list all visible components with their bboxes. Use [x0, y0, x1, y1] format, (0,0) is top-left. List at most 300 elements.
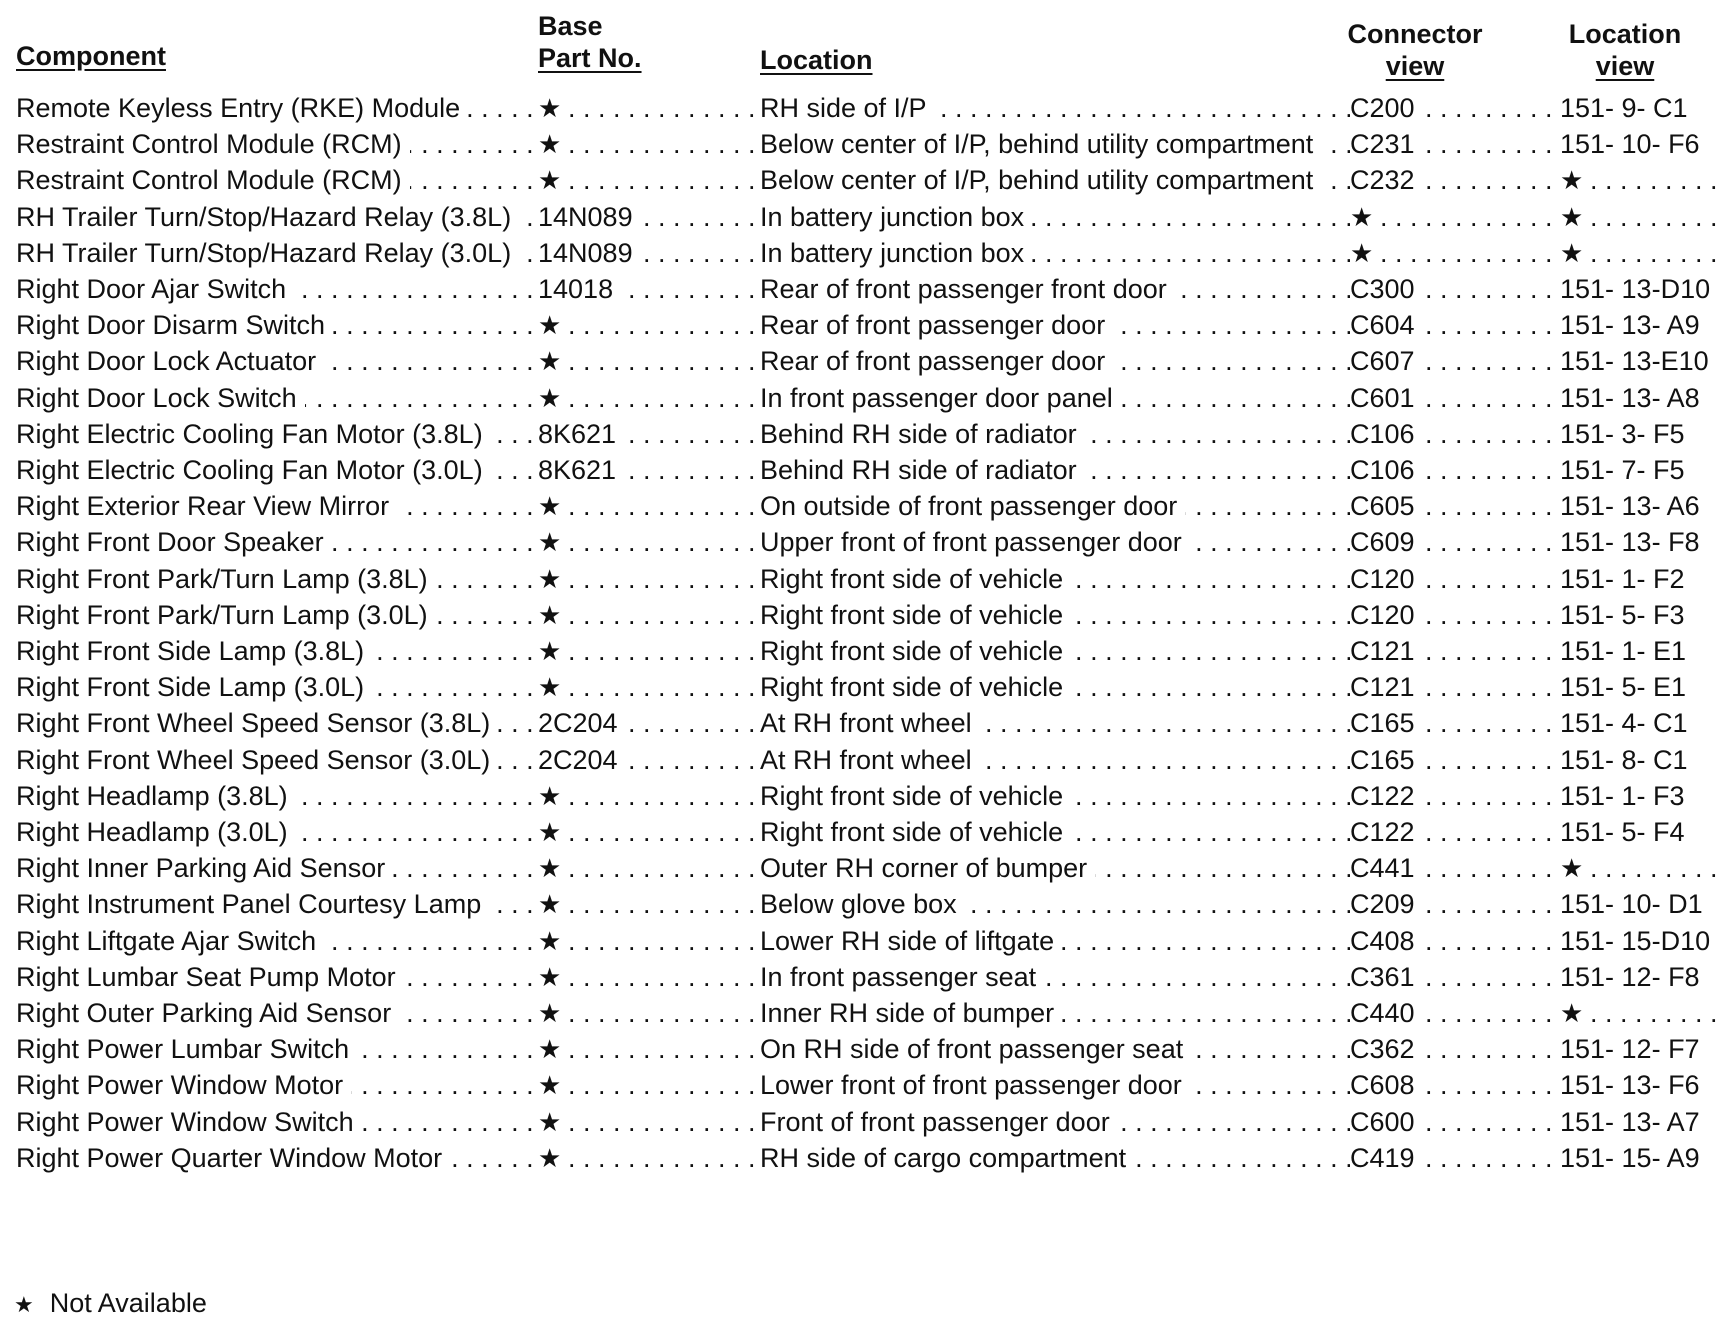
star-icon: ★ — [1560, 165, 1591, 195]
base-part-number-cell — [538, 848, 760, 888]
base-part-number-cell — [538, 269, 760, 309]
location-text-cell — [760, 957, 1350, 997]
base-part-number-cell — [538, 1029, 760, 1069]
location-text-cell — [760, 1065, 1350, 1105]
component-name: Right Door Ajar Switch — [16, 274, 294, 304]
location-text: Right front side of vehicle — [760, 636, 1071, 666]
table-row — [0, 1029, 1726, 1069]
star-icon: ★ — [538, 93, 569, 123]
connector-view-cell — [1350, 631, 1560, 671]
location-text-cell — [760, 595, 1350, 635]
component-name: Right Instrument Panel Courtesy Lamp — [16, 889, 489, 919]
connector-view: C106 — [1350, 419, 1423, 449]
base-part-number-cell — [538, 595, 760, 635]
component-name: Restraint Control Module (RCM) — [16, 129, 410, 159]
location-text-cell — [760, 160, 1350, 200]
component-name: Right Liftgate Ajar Switch — [16, 926, 324, 956]
location-text-cell — [760, 522, 1350, 562]
connector-view-cell — [1350, 269, 1560, 309]
table-row — [0, 1102, 1726, 1142]
location-view-cell — [1560, 776, 1720, 816]
location-view-cell — [1560, 522, 1720, 562]
table-row — [0, 88, 1726, 128]
component-name-cell — [16, 341, 536, 381]
base-part-number: 14018 — [538, 274, 621, 304]
location-view: 151- 13- A9 — [1560, 310, 1708, 340]
table-row — [0, 812, 1726, 852]
base-part-number-cell — [538, 776, 760, 816]
table-row — [0, 595, 1726, 635]
connector-view: C122 — [1350, 781, 1423, 811]
component-name-cell — [16, 269, 536, 309]
location-text-cell — [760, 486, 1350, 526]
table-row — [0, 341, 1726, 381]
table-row — [0, 667, 1726, 707]
base-part-number: 8K621 — [538, 455, 624, 485]
table-row — [0, 378, 1726, 418]
location-view-cell — [1560, 1138, 1720, 1178]
base-part-number-cell — [538, 1138, 760, 1178]
location-text-cell — [760, 1029, 1350, 1069]
base-part-number-cell — [538, 921, 760, 961]
location-text: On outside of front passenger door — [760, 491, 1185, 521]
location-text: In front passenger seat — [760, 962, 1044, 992]
location-text-cell — [760, 559, 1350, 599]
star-icon: ★ — [538, 636, 569, 666]
star-icon: ★ — [1560, 998, 1591, 1028]
base-part-number: 2C204 — [538, 708, 626, 738]
star-icon: ★ — [538, 129, 569, 159]
component-name-cell — [16, 776, 536, 816]
connector-view: C607 — [1350, 346, 1423, 376]
location-view-cell — [1560, 414, 1720, 454]
header-location-view-line1: Location — [1568, 19, 1682, 49]
location-text: Right front side of vehicle — [760, 781, 1071, 811]
component-name-cell — [16, 884, 536, 924]
table-row — [0, 1138, 1726, 1178]
component-name: Right Inner Parking Aid Sensor — [16, 853, 393, 883]
connector-view-cell — [1350, 1138, 1560, 1178]
location-view: 151- 5- E1 — [1560, 672, 1694, 702]
connector-view: C440 — [1350, 998, 1423, 1028]
connector-view: C419 — [1350, 1143, 1423, 1173]
table-row — [0, 124, 1726, 164]
location-view: 151- 12- F7 — [1560, 1034, 1708, 1064]
star-icon: ★ — [1560, 853, 1591, 883]
location-text: Lower front of front passenger door — [760, 1070, 1190, 1100]
location-text: In front passenger door panel — [760, 383, 1121, 413]
component-name: Right Power Lumbar Switch — [16, 1034, 357, 1064]
header-location-view-line2: view — [1595, 51, 1655, 81]
location-view-cell — [1560, 667, 1720, 707]
table-row — [0, 486, 1726, 526]
location-view-cell — [1560, 1029, 1720, 1069]
connector-view: C200 — [1350, 93, 1423, 123]
connector-view: C601 — [1350, 383, 1423, 413]
connector-view-cell — [1350, 414, 1560, 454]
location-text: Rear of front passenger front door — [760, 274, 1175, 304]
location-view: 151- 13- F8 — [1560, 527, 1708, 557]
header-connector-line1: Connector — [1347, 19, 1483, 49]
component-name-cell — [16, 450, 536, 490]
component-name: Right Door Lock Switch — [16, 383, 305, 413]
base-part-number-cell — [538, 124, 760, 164]
connector-view: C122 — [1350, 817, 1423, 847]
connector-view: C300 — [1350, 274, 1423, 304]
location-view: 151- 13-D10 — [1560, 274, 1718, 304]
location-text: Rear of front passenger door — [760, 310, 1113, 340]
connector-view-cell — [1350, 884, 1560, 924]
location-view-cell — [1560, 1102, 1720, 1142]
base-part-number-cell — [538, 450, 760, 490]
location-text: Inner RH side of bumper — [760, 998, 1062, 1028]
table-row — [0, 414, 1726, 454]
component-name-cell — [16, 378, 536, 418]
header-base-part — [538, 10, 642, 74]
table-row — [0, 269, 1726, 309]
location-view: 151- 5- F3 — [1560, 600, 1693, 630]
star-icon: ★ — [538, 383, 569, 413]
component-name-cell — [16, 197, 536, 237]
header-connector-view — [1330, 18, 1500, 82]
location-text: Right front side of vehicle — [760, 817, 1071, 847]
base-part-number: 14N089 — [538, 202, 641, 232]
star-icon: ★ — [1560, 238, 1591, 268]
location-text: At RH front wheel — [760, 708, 980, 738]
location-text-cell — [760, 848, 1350, 888]
table-row — [0, 233, 1726, 273]
location-text-cell — [760, 812, 1350, 852]
connector-view: C165 — [1350, 708, 1423, 738]
component-name: Right Front Wheel Speed Sensor (3.0L) — [16, 745, 498, 775]
component-name-cell — [16, 1029, 536, 1069]
location-text: Right front side of vehicle — [760, 672, 1071, 702]
component-name-cell — [16, 957, 536, 997]
component-name: Restraint Control Module (RCM) — [16, 165, 410, 195]
location-view: 151- 9- C1 — [1560, 93, 1696, 123]
location-view-cell — [1560, 124, 1720, 164]
star-icon: ★ — [538, 781, 569, 811]
location-view-cell — [1560, 233, 1720, 273]
base-part-number-cell — [538, 1102, 760, 1142]
base-part-number-cell — [538, 378, 760, 418]
component-name: Right Front Door Speaker — [16, 527, 332, 557]
connector-view-cell — [1350, 848, 1560, 888]
location-text-cell — [760, 667, 1350, 707]
header-location — [760, 44, 873, 76]
component-name: Right Lumbar Seat Pump Motor — [16, 962, 404, 992]
table-row — [0, 703, 1726, 743]
base-part-number: 14N089 — [538, 238, 641, 268]
legend-footnote — [14, 1286, 207, 1322]
table-row — [0, 993, 1726, 1033]
location-view-cell — [1560, 957, 1720, 997]
component-name-cell — [16, 595, 536, 635]
component-name-cell — [16, 993, 536, 1033]
star-icon: ★ — [14, 1292, 34, 1317]
table-row — [0, 884, 1726, 924]
location-text: Behind RH side of radiator — [760, 419, 1085, 449]
star-icon: ★ — [538, 310, 569, 340]
component-name: Right Power Quarter Window Motor — [16, 1143, 450, 1173]
location-text-cell — [760, 414, 1350, 454]
location-text-cell — [760, 197, 1350, 237]
header-location-view — [1540, 18, 1710, 82]
connector-view-cell — [1350, 341, 1560, 381]
connector-view: C609 — [1350, 527, 1423, 557]
base-part-number-cell — [538, 160, 760, 200]
connector-view: C165 — [1350, 745, 1423, 775]
component-name-cell — [16, 812, 536, 852]
connector-view-cell — [1350, 450, 1560, 490]
location-text-cell — [760, 921, 1350, 961]
location-view-cell — [1560, 595, 1720, 635]
star-icon: ★ — [538, 491, 569, 521]
base-part-number-cell — [538, 884, 760, 924]
base-part-number-cell — [538, 667, 760, 707]
location-text-cell — [760, 884, 1350, 924]
location-text: Front of front passenger door — [760, 1107, 1118, 1137]
component-name-cell — [16, 1065, 536, 1105]
location-view-cell — [1560, 559, 1720, 599]
component-name-cell — [16, 921, 536, 961]
connector-view: C600 — [1350, 1107, 1423, 1137]
base-part-number-cell — [538, 233, 760, 273]
connector-view: C106 — [1350, 455, 1423, 485]
component-name-cell — [16, 522, 536, 562]
base-part-number: 8K621 — [538, 419, 624, 449]
connector-view: C441 — [1350, 853, 1423, 883]
star-icon: ★ — [538, 564, 569, 594]
location-view: 151- 10- F6 — [1560, 129, 1708, 159]
star-icon: ★ — [538, 817, 569, 847]
header-component — [16, 40, 166, 72]
base-part-number-cell — [538, 740, 760, 780]
component-name: Right Power Window Motor — [16, 1070, 351, 1100]
location-text-cell — [760, 450, 1350, 490]
location-view: 151- 5- F4 — [1560, 817, 1693, 847]
location-text-cell — [760, 378, 1350, 418]
star-icon: ★ — [538, 600, 569, 630]
component-name: Right Front Side Lamp (3.0L) — [16, 672, 372, 702]
header-component-label: Component — [16, 41, 166, 71]
component-name-cell — [16, 740, 536, 780]
component-name: Right Headlamp (3.8L) — [16, 781, 296, 811]
location-text: Lower RH side of liftgate — [760, 926, 1062, 956]
location-text-cell — [760, 631, 1350, 671]
connector-view: C121 — [1350, 672, 1423, 702]
location-text-cell — [760, 993, 1350, 1033]
location-view: 151- 1- E1 — [1560, 636, 1694, 666]
base-part-number-cell — [538, 993, 760, 1033]
location-text-cell — [760, 740, 1350, 780]
location-text-cell — [760, 341, 1350, 381]
connector-view-cell — [1350, 921, 1560, 961]
location-text: At RH front wheel — [760, 745, 980, 775]
table-row — [0, 957, 1726, 997]
component-name: Right Exterior Rear View Mirror — [16, 491, 397, 521]
table-row — [0, 740, 1726, 780]
location-text: Right front side of vehicle — [760, 600, 1071, 630]
location-text: RH side of cargo compartment — [760, 1143, 1134, 1173]
location-view: 151- 13-E10 — [1560, 346, 1717, 376]
table-row — [0, 921, 1726, 961]
location-view-cell — [1560, 812, 1720, 852]
connector-view-cell — [1350, 776, 1560, 816]
component-name: RH Trailer Turn/Stop/Hazard Relay (3.8L) — [16, 202, 519, 232]
table-row — [0, 522, 1726, 562]
location-text: Right front side of vehicle — [760, 564, 1071, 594]
location-text: Behind RH side of radiator — [760, 455, 1085, 485]
location-text-cell — [760, 124, 1350, 164]
star-icon: ★ — [1350, 202, 1381, 232]
location-text-cell — [760, 88, 1350, 128]
star-icon: ★ — [538, 346, 569, 376]
component-name-cell — [16, 88, 536, 128]
connector-view-cell — [1350, 1065, 1560, 1105]
location-view: 151- 15-D10 — [1560, 926, 1718, 956]
base-part-number: 2C204 — [538, 745, 626, 775]
location-view-cell — [1560, 160, 1720, 200]
header-base-part-line2: Part No. — [538, 43, 642, 73]
component-name: Right Door Disarm Switch — [16, 310, 333, 340]
table-row — [0, 450, 1726, 490]
connector-view: C231 — [1350, 129, 1423, 159]
component-name-cell — [16, 703, 536, 743]
star-icon: ★ — [538, 1107, 569, 1137]
component-name-cell — [16, 486, 536, 526]
connector-view-cell — [1350, 993, 1560, 1033]
location-view: 151- 7- F5 — [1560, 455, 1693, 485]
table-row — [0, 305, 1726, 345]
location-view: 151- 15- A9 — [1560, 1143, 1708, 1173]
location-text: Below center of I/P, behind utility compartment — [760, 129, 1321, 159]
connector-view-cell — [1350, 233, 1560, 273]
location-view-cell — [1560, 378, 1720, 418]
location-view-cell — [1560, 197, 1720, 237]
location-text: Outer RH corner of bumper — [760, 853, 1095, 883]
location-view: 151- 13- A6 — [1560, 491, 1708, 521]
connector-view: C604 — [1350, 310, 1423, 340]
connector-view-cell — [1350, 486, 1560, 526]
location-view-cell — [1560, 450, 1720, 490]
location-view-cell — [1560, 88, 1720, 128]
location-text: In battery junction box — [760, 238, 1032, 268]
connector-view-cell — [1350, 1102, 1560, 1142]
connector-view-cell — [1350, 305, 1560, 345]
connector-view: C121 — [1350, 636, 1423, 666]
connector-view: C605 — [1350, 491, 1423, 521]
header-location-label: Location — [760, 45, 873, 75]
base-part-number-cell — [538, 703, 760, 743]
connector-view-cell — [1350, 740, 1560, 780]
connector-view: C608 — [1350, 1070, 1423, 1100]
base-part-number-cell — [538, 631, 760, 671]
location-view: 151- 1- F3 — [1560, 781, 1693, 811]
star-icon: ★ — [538, 1034, 569, 1064]
table-row — [0, 160, 1726, 200]
legend-text: Not Available — [49, 1288, 207, 1318]
connector-view: C120 — [1350, 564, 1423, 594]
location-view-cell — [1560, 848, 1720, 888]
component-name-cell — [16, 559, 536, 599]
star-icon: ★ — [538, 165, 569, 195]
base-part-number-cell — [538, 414, 760, 454]
location-text-cell — [760, 776, 1350, 816]
connector-view-cell — [1350, 595, 1560, 635]
location-text-cell — [760, 703, 1350, 743]
star-icon: ★ — [538, 1070, 569, 1100]
component-name: Right Electric Cooling Fan Motor (3.0L) — [16, 455, 491, 485]
location-view-cell — [1560, 305, 1720, 345]
base-part-number-cell — [538, 305, 760, 345]
location-view-cell — [1560, 631, 1720, 671]
component-name: Right Door Lock Actuator — [16, 346, 324, 376]
component-name: Remote Keyless Entry (RKE) Module — [16, 93, 468, 123]
table-row — [0, 776, 1726, 816]
table-row — [0, 631, 1726, 671]
location-view: 151- 13- A8 — [1560, 383, 1708, 413]
location-view-cell — [1560, 740, 1720, 780]
location-view: 151- 13- A7 — [1560, 1107, 1708, 1137]
location-text-cell — [760, 233, 1350, 273]
connector-view-cell — [1350, 1029, 1560, 1069]
component-name-cell — [16, 233, 536, 273]
connector-view-cell — [1350, 160, 1560, 200]
base-part-number-cell — [538, 812, 760, 852]
location-view-cell — [1560, 921, 1720, 961]
connector-view-cell — [1350, 522, 1560, 562]
connector-view-cell — [1350, 667, 1560, 707]
base-part-number-cell — [538, 486, 760, 526]
connector-view-cell — [1350, 124, 1560, 164]
base-part-number-cell — [538, 88, 760, 128]
component-name-cell — [16, 1102, 536, 1142]
component-name: Right Outer Parking Aid Sensor — [16, 998, 399, 1028]
location-view: 151- 10- D1 — [1560, 889, 1711, 919]
star-icon: ★ — [1350, 238, 1381, 268]
location-text-cell — [760, 1138, 1350, 1178]
star-icon: ★ — [538, 889, 569, 919]
location-view-cell — [1560, 486, 1720, 526]
location-view-cell — [1560, 341, 1720, 381]
star-icon: ★ — [538, 527, 569, 557]
location-view: 151- 12- F8 — [1560, 962, 1708, 992]
base-part-number-cell — [538, 341, 760, 381]
component-name-cell — [16, 631, 536, 671]
table-row — [0, 848, 1726, 888]
component-name-cell — [16, 124, 536, 164]
component-name: Right Electric Cooling Fan Motor (3.8L) — [16, 419, 491, 449]
location-view: 151- 4- C1 — [1560, 708, 1696, 738]
star-icon: ★ — [538, 853, 569, 883]
location-view: 151- 13- F6 — [1560, 1070, 1708, 1100]
location-text-cell — [760, 305, 1350, 345]
connector-view: C361 — [1350, 962, 1423, 992]
component-name-cell — [16, 414, 536, 454]
star-icon: ★ — [1560, 202, 1591, 232]
connector-view-cell — [1350, 88, 1560, 128]
connector-view: C120 — [1350, 600, 1423, 630]
star-icon: ★ — [538, 672, 569, 702]
location-view: 151- 8- C1 — [1560, 745, 1696, 775]
connector-view-cell — [1350, 703, 1560, 743]
connector-view-cell — [1350, 957, 1560, 997]
location-text: On RH side of front passenger seat — [760, 1034, 1191, 1064]
location-text: Rear of front passenger door — [760, 346, 1113, 376]
component-name: Right Headlamp (3.0L) — [16, 817, 296, 847]
component-name: Right Front Park/Turn Lamp (3.8L) — [16, 564, 436, 594]
